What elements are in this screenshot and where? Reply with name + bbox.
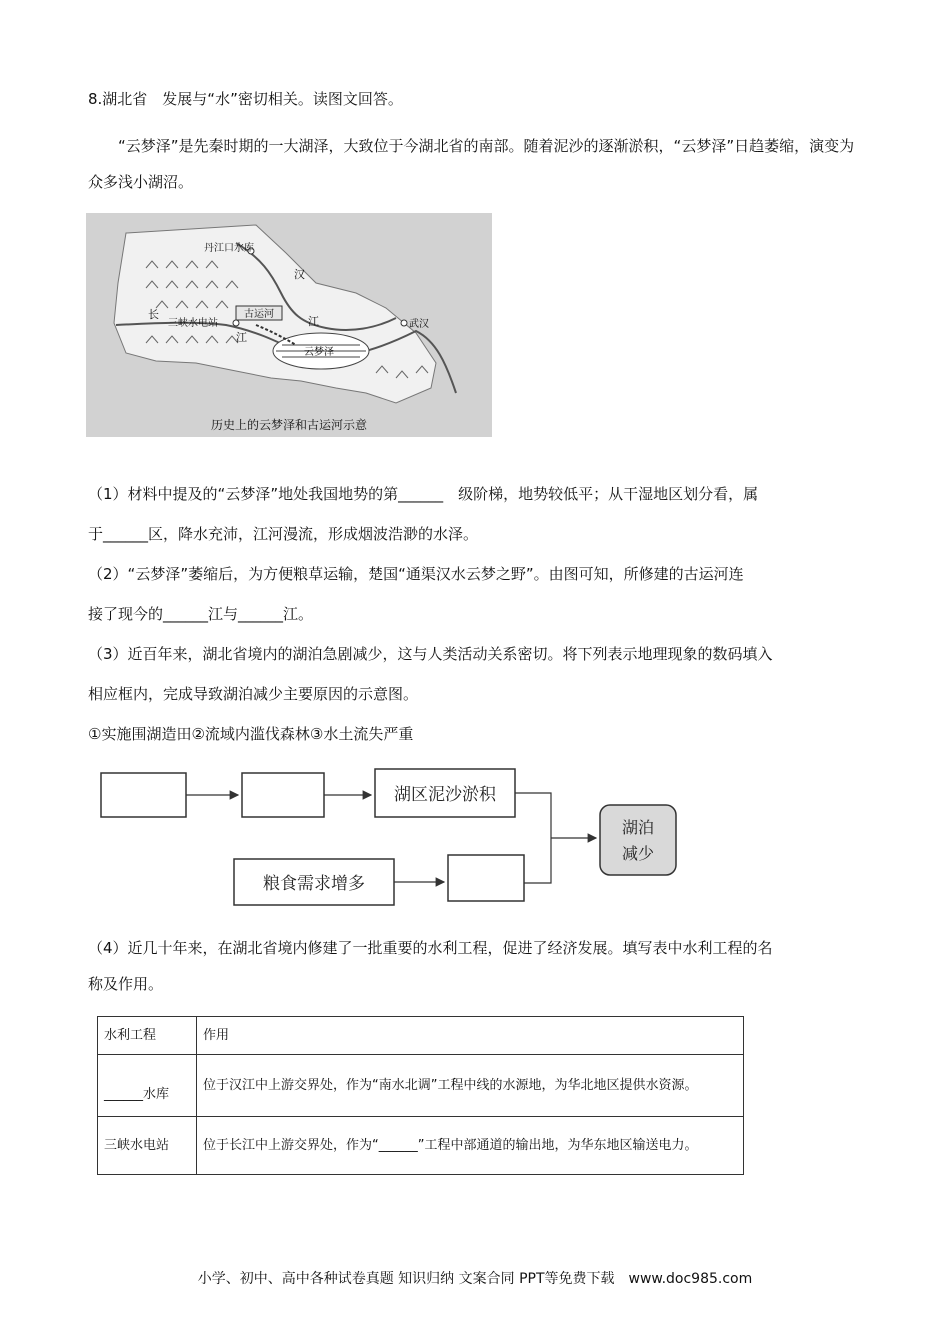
map-label-sanxia: 三峡水电站 bbox=[168, 318, 218, 329]
flowchart-svg bbox=[96, 755, 696, 915]
flowchart bbox=[96, 755, 696, 915]
flow-result-line2: 减少 bbox=[621, 844, 655, 863]
water-projects-table bbox=[97, 1016, 744, 1175]
table-cell-project[interactable]: ______水库 bbox=[98, 1055, 197, 1117]
table-row bbox=[98, 1117, 744, 1175]
question-intro: “云梦泽”是先秦时期的一大湖泽，大致位于今湖北省的南部。随着泥沙的逐渐淤积，“云梦泽”日趋萎缩，演变为众多浅小湖沼。 bbox=[88, 137, 855, 191]
flow-blank-box-3[interactable] bbox=[448, 855, 524, 901]
flow-blank-box-2[interactable] bbox=[242, 773, 324, 817]
map-label-chang: 长 bbox=[148, 308, 159, 321]
map-label-jiang-chang: 江 bbox=[236, 331, 247, 344]
part3-options: ①实施围湖造田②流域内滥伐森林③水土流失严重 bbox=[88, 725, 414, 743]
flow-box-food: 粮食需求增多 bbox=[263, 874, 365, 894]
map-label-danjiangkou: 丹江口水库 bbox=[204, 243, 254, 254]
map-label-jiang-han: 江 bbox=[308, 315, 319, 328]
page-footer: 小学、初中、高中各种试卷真题 知识归纳 文案合同 PPT等免费下载 www.doc985.com bbox=[197, 1271, 753, 1287]
map-figure bbox=[86, 213, 492, 437]
table-row bbox=[98, 1055, 744, 1117]
part3-line2: 相应框内，完成导致湖泊减少主要原因的示意图。 bbox=[88, 685, 419, 703]
map-label-han: 汉 bbox=[294, 268, 305, 281]
part2-line1: （2）“云梦泽”萎缩后，为方便粮草运输，楚国“通渠汉水云梦之野”。由图可知，所修建的古运河连 bbox=[88, 565, 744, 583]
table-cell-role[interactable]: 位于长江中上游交界处，作为“______”工程中部通道的输出地，为华东地区输送电力。 bbox=[197, 1117, 744, 1175]
map-label-yunmengze: 云梦泽 bbox=[304, 347, 334, 358]
map-svg bbox=[86, 213, 492, 437]
table-header-row bbox=[98, 1017, 744, 1055]
map-label-wuhan: 武汉 bbox=[409, 319, 429, 330]
table-cell-role: 位于汉江中上游交界处，作为“南水北调”工程中线的水源地，为华北地区提供水资源。 bbox=[197, 1055, 744, 1117]
part1-line2: 于______区，降水充沛，江河漫流，形成烟波浩渺的水泽。 bbox=[88, 525, 479, 543]
part1-line1: （1）材料中提及的“云梦泽”地处我国地势的第______ 级阶梯，地势较低平；从干湿地区划分看，属 bbox=[88, 485, 759, 503]
flow-result-line1: 湖泊 bbox=[621, 818, 655, 837]
table-header-project: 水利工程 bbox=[98, 1017, 197, 1055]
map-label-canal: 古运河 bbox=[244, 309, 274, 320]
question-title: 8.湖北省 发展与“水”密切相关。读图文回答。 bbox=[88, 90, 403, 108]
part2-line2: 接了现今的______江与______江。 bbox=[88, 605, 314, 623]
part3-line1: （3）近百年来，湖北省境内的湖泊急剧减少，这与人类活动关系密切。将下列表示地理现象的数码填入 bbox=[88, 645, 773, 663]
map-caption: 历史上的云梦泽和古运河示意 bbox=[210, 418, 368, 432]
part4-line1: （4）近几十年来，在湖北省境内修建了一批重要的水利工程，促进了经济发展。填写表中水利工程的名 bbox=[88, 939, 773, 957]
table-cell-project: 三峡水电站 bbox=[98, 1117, 197, 1175]
flow-box-silt: 湖区泥沙淤积 bbox=[394, 785, 496, 805]
table-header-role: 作用 bbox=[197, 1017, 744, 1055]
part4-line2: 称及作用。 bbox=[88, 975, 164, 993]
flow-blank-box-1[interactable] bbox=[101, 773, 186, 817]
